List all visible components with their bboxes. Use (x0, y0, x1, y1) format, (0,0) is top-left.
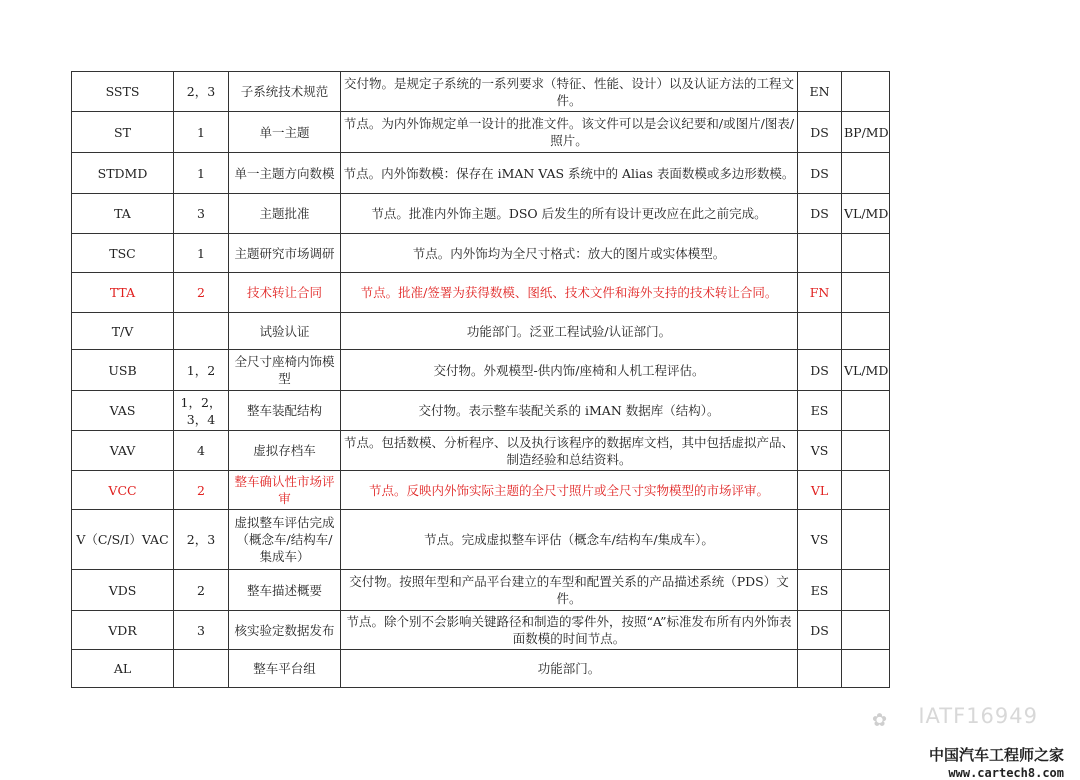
description-cell: 节点。反映内外饰实际主题的全尺寸照片或全尺寸实物模型的市场评审。 (341, 471, 798, 510)
description-cell: 交付物。表示整车装配关系的 iMAN 数据库（结构）。 (341, 391, 798, 431)
department-code-cell: VS (798, 431, 842, 471)
table-row (72, 570, 890, 611)
department-code-cell: DS (798, 194, 842, 234)
description-cell: 节点。包括数模、分析程序、以及执行该程序的数据库文档，其中包括虚拟产品、制造经验和总结资料。 (341, 431, 798, 471)
term-name-cell: 全尺寸座椅内饰模型 (229, 350, 341, 391)
department-code-cell: DS (798, 611, 842, 650)
department-code-cell: DS (798, 112, 842, 153)
abbreviation-cell: TSC (72, 234, 174, 273)
approval-code-cell (842, 471, 890, 510)
department-code-cell: ES (798, 570, 842, 611)
department-code-cell: VL (798, 471, 842, 510)
table-row (72, 112, 890, 153)
watermark-text: IATF16949 (918, 704, 1038, 728)
table-row (72, 431, 890, 471)
term-name-cell: 主题研究市场调研 (229, 234, 341, 273)
abbreviation-cell: TTA (72, 273, 174, 313)
table-row (72, 194, 890, 234)
description-cell: 交付物。按照年型和产品平台建立的车型和配置关系的产品描述系统（PDS）文件。 (341, 570, 798, 611)
table-row (72, 72, 890, 112)
table-row (72, 273, 890, 313)
table-row (72, 650, 890, 688)
approval-code-cell (842, 234, 890, 273)
description-cell: 节点。内外饰数模：保存在 iMAN VAS 系统中的 Alias 表面数模或多边形数模。 (341, 153, 798, 194)
abbreviation-cell: V（C/S/I）VAC (72, 510, 174, 570)
department-code-cell (798, 650, 842, 688)
table-row (72, 611, 890, 650)
approval-code-cell (842, 391, 890, 431)
description-cell: 功能部门。 (341, 650, 798, 688)
description-cell: 节点。为内外饰规定单一设计的批准文件。该文件可以是会议纪要和/或图片/图表/照片。 (341, 112, 798, 153)
description-cell: 功能部门。泛亚工程试验/认证部门。 (341, 313, 798, 350)
phase-cell: 1 (174, 112, 229, 153)
approval-code-cell (842, 153, 890, 194)
approval-code-cell (842, 650, 890, 688)
department-code-cell: EN (798, 72, 842, 112)
approval-code-cell (842, 611, 890, 650)
description-cell: 节点。批准内外饰主题。DSO 后发生的所有设计更改应在此之前完成。 (341, 194, 798, 234)
watermark (868, 704, 1074, 780)
wechat-icon: ✿ (872, 710, 888, 731)
abbreviation-cell: USB (72, 350, 174, 391)
approval-code-cell (842, 313, 890, 350)
phase-cell: 1 (174, 153, 229, 194)
abbreviation-cell: VAS (72, 391, 174, 431)
phase-cell: 1 (174, 234, 229, 273)
phase-cell (174, 313, 229, 350)
approval-code-cell (842, 570, 890, 611)
term-name-cell: 技术转让合同 (229, 273, 341, 313)
phase-cell: 3 (174, 611, 229, 650)
phase-cell: 3 (174, 194, 229, 234)
phase-cell: 2 (174, 570, 229, 611)
description-cell: 交付物。外观模型-供内饰/座椅和人机工程评估。 (341, 350, 798, 391)
term-name-cell: 试验认证 (229, 313, 341, 350)
abbreviation-cell: VCC (72, 471, 174, 510)
phase-cell: 1，2 (174, 350, 229, 391)
glossary-table (71, 71, 890, 688)
description-cell: 节点。批准/签署为获得数模、图纸、技术文件和海外支持的技术转让合同。 (341, 273, 798, 313)
department-code-cell (798, 234, 842, 273)
abbreviation-cell: ST (72, 112, 174, 153)
department-code-cell: DS (798, 350, 842, 391)
term-name-cell: 虚拟整车评估完成（概念车/结构车/集成车） (229, 510, 341, 570)
abbreviation-cell: AL (72, 650, 174, 688)
term-name-cell: 子系统技术规范 (229, 72, 341, 112)
abbreviation-cell: VDS (72, 570, 174, 611)
term-name-cell: 整车平台组 (229, 650, 341, 688)
approval-code-cell: VL/MD (842, 194, 890, 234)
abbreviation-cell: T/V (72, 313, 174, 350)
approval-code-cell: VL/MD (842, 350, 890, 391)
phase-cell (174, 650, 229, 688)
phase-cell: 1，2，3，4 (174, 391, 229, 431)
term-name-cell: 整车装配结构 (229, 391, 341, 431)
department-code-cell: ES (798, 391, 842, 431)
term-name-cell: 虚拟存档车 (229, 431, 341, 471)
description-cell: 节点。除个别不会影响关键路径和制造的零件外，按照“A”标准发布所有内外饰表面数模的时间节点。 (341, 611, 798, 650)
abbreviation-cell: VDR (72, 611, 174, 650)
abbreviation-cell: SSTS (72, 72, 174, 112)
approval-code-cell: BP/MD (842, 112, 890, 153)
department-code-cell (798, 313, 842, 350)
approval-code-cell (842, 72, 890, 112)
approval-code-cell (842, 273, 890, 313)
term-name-cell: 核实验定数据发布 (229, 611, 341, 650)
description-cell: 节点。完成虚拟整车评估（概念车/结构车/集成车）。 (341, 510, 798, 570)
department-code-cell: VS (798, 510, 842, 570)
abbreviation-cell: VAV (72, 431, 174, 471)
abbreviation-cell: STDMD (72, 153, 174, 194)
term-name-cell: 单一主题方向数模 (229, 153, 341, 194)
abbreviation-cell: TA (72, 194, 174, 234)
watermark-brand: 中国汽车工程师之家 (928, 746, 1064, 764)
watermark-url: www.cartech8.com (948, 766, 1064, 780)
term-name-cell: 整车确认性市场评审 (229, 471, 341, 510)
department-code-cell: DS (798, 153, 842, 194)
phase-cell: 4 (174, 431, 229, 471)
approval-code-cell (842, 431, 890, 471)
term-name-cell: 整车描述概要 (229, 570, 341, 611)
table-row (72, 350, 890, 391)
description-cell: 节点。内外饰均为全尺寸格式：放大的图片或实体模型。 (341, 234, 798, 273)
phase-cell: 2，3 (174, 72, 229, 112)
phase-cell: 2 (174, 273, 229, 313)
table-row (72, 471, 890, 510)
phase-cell: 2 (174, 471, 229, 510)
table-row (72, 391, 890, 431)
term-name-cell: 主题批准 (229, 194, 341, 234)
table-row (72, 510, 890, 570)
table-row (72, 153, 890, 194)
term-name-cell: 单一主题 (229, 112, 341, 153)
description-cell: 交付物。是规定子系统的一系列要求（特征、性能、设计）以及认证方法的工程文件。 (341, 72, 798, 112)
phase-cell: 2，3 (174, 510, 229, 570)
department-code-cell: FN (798, 273, 842, 313)
approval-code-cell (842, 510, 890, 570)
table-row (72, 234, 890, 273)
table-row (72, 313, 890, 350)
